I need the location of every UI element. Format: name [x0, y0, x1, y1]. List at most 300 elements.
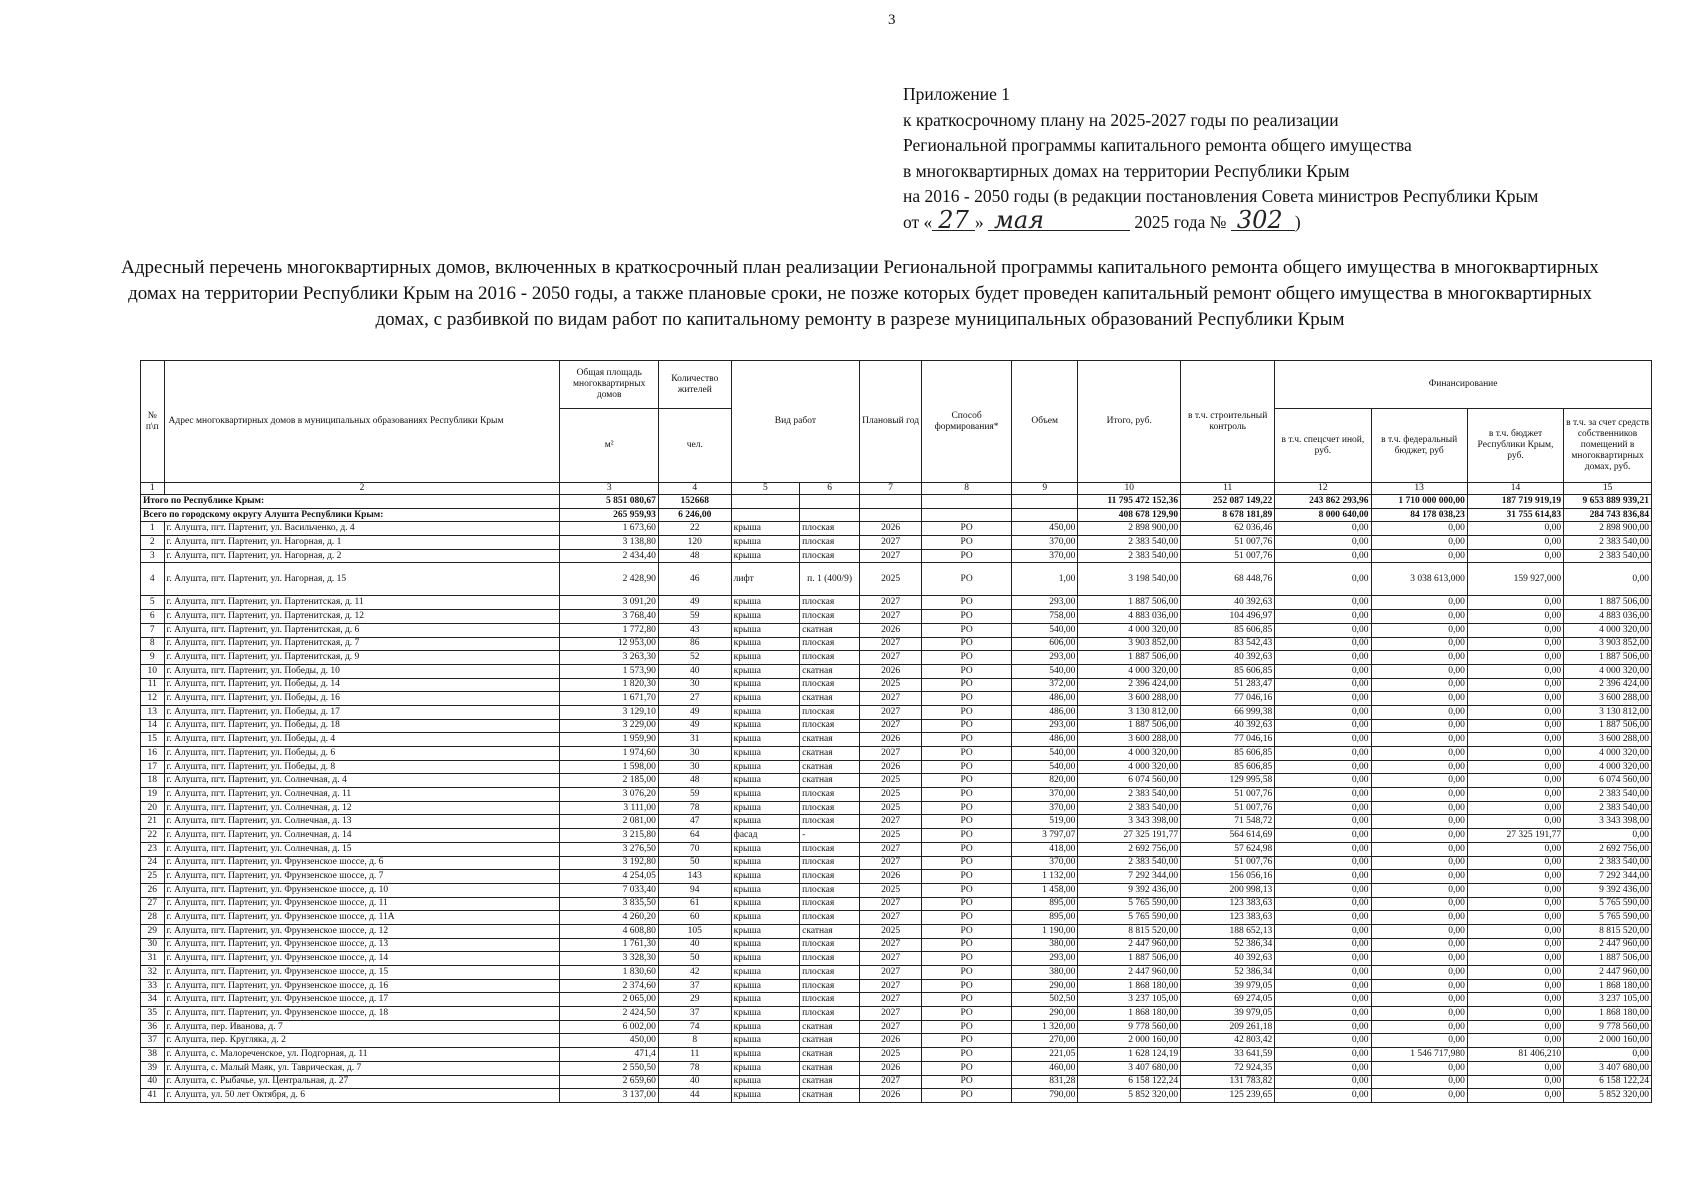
row-federal: 0,00 — [1371, 1075, 1467, 1089]
row-special: 0,00 — [1275, 549, 1371, 563]
row-control: 200 998,13 — [1181, 883, 1275, 897]
row-special: 0,00 — [1275, 966, 1371, 980]
row-control: 72 924,35 — [1181, 1061, 1275, 1075]
row-total: 1 887 506,00 — [1078, 719, 1181, 733]
handwritten-month: мая — [988, 210, 1130, 231]
row-residents: 59 — [658, 788, 731, 802]
row-work-type: крыша — [731, 1007, 799, 1021]
row-total: 2 396 424,00 — [1078, 678, 1181, 692]
row-owners: 2 447 960,00 — [1564, 938, 1652, 952]
table-row — [141, 596, 1652, 610]
row-regional: 0,00 — [1467, 747, 1563, 761]
row-volume: 370,00 — [1012, 788, 1078, 802]
row-special: 0,00 — [1275, 774, 1371, 788]
row-year: 2027 — [860, 536, 922, 550]
row-method: РО — [922, 692, 1012, 706]
row-total: 2 447 960,00 — [1078, 966, 1181, 980]
row-number: 8 — [141, 637, 165, 651]
row-work-type: крыша — [731, 788, 799, 802]
row-owners: 1 868 180,00 — [1564, 979, 1652, 993]
total-owners: 284 743 836,84 — [1564, 508, 1652, 522]
row-control: 85 606,85 — [1181, 664, 1275, 678]
row-volume: 1 190,00 — [1012, 924, 1078, 938]
row-area: 2 424,50 — [560, 1007, 658, 1021]
row-address: г. Алушта, пгт. Партенит, ул. Фрунзенское шоссе, д. 15 — [164, 966, 560, 980]
row-volume: 486,00 — [1012, 692, 1078, 706]
row-work-type: крыша — [731, 536, 799, 550]
row-work-type: крыша — [731, 1020, 799, 1034]
row-area: 2 185,00 — [560, 774, 658, 788]
row-number: 28 — [141, 911, 165, 925]
row-method: РО — [922, 651, 1012, 665]
row-year: 2027 — [860, 1007, 922, 1021]
row-control: 129 995,58 — [1181, 774, 1275, 788]
row-method: РО — [922, 911, 1012, 925]
row-work-subtype: скатная — [800, 623, 860, 637]
row-address: г. Алушта, с. Малореченское, ул. Подгорная, д. 11 — [164, 1048, 560, 1062]
row-owners: 0,00 — [1564, 1048, 1652, 1062]
row-special: 0,00 — [1275, 801, 1371, 815]
row-total: 3 600 288,00 — [1078, 692, 1181, 706]
row-total: 3 130 812,00 — [1078, 705, 1181, 719]
row-special: 0,00 — [1275, 719, 1371, 733]
row-work-type: крыша — [731, 719, 799, 733]
table-row — [141, 938, 1652, 952]
row-number: 3 — [141, 549, 165, 563]
row-number: 22 — [141, 829, 165, 843]
row-method: РО — [922, 966, 1012, 980]
row-number: 5 — [141, 596, 165, 610]
table-row — [141, 1020, 1652, 1034]
row-work-type: крыша — [731, 1089, 799, 1103]
header-residents-unit: чел. — [658, 409, 731, 483]
row-federal: 0,00 — [1371, 829, 1467, 843]
row-area: 1 820,30 — [560, 678, 658, 692]
row-owners: 2 383 540,00 — [1564, 801, 1652, 815]
row-work-subtype: п. 1 (400/9) — [800, 563, 860, 596]
row-federal: 0,00 — [1371, 522, 1467, 536]
row-control: 40 392,63 — [1181, 952, 1275, 966]
row-control: 77 046,16 — [1181, 692, 1275, 706]
row-number: 32 — [141, 966, 165, 980]
header-address: Адрес многоквартирных домов в муниципальных образованиях Республики Крым — [164, 361, 560, 483]
row-method: РО — [922, 842, 1012, 856]
row-residents: 50 — [658, 856, 731, 870]
row-volume: 418,00 — [1012, 842, 1078, 856]
row-owners: 2 383 540,00 — [1564, 856, 1652, 870]
row-method: РО — [922, 522, 1012, 536]
row-owners: 5 765 590,00 — [1564, 911, 1652, 925]
total-area: 5 851 080,67 — [560, 495, 658, 509]
row-work-type: крыша — [731, 705, 799, 719]
row-federal: 0,00 — [1371, 536, 1467, 550]
row-area: 471,4 — [560, 1048, 658, 1062]
row-year: 2027 — [860, 856, 922, 870]
row-regional: 0,00 — [1467, 883, 1563, 897]
row-residents: 49 — [658, 596, 731, 610]
row-work-subtype: скатная — [800, 1048, 860, 1062]
row-federal: 0,00 — [1371, 870, 1467, 884]
appendix-date-line — [903, 205, 1538, 236]
row-total: 3 407 680,00 — [1078, 1061, 1181, 1075]
column-number: 6 — [800, 483, 860, 495]
row-number: 36 — [141, 1020, 165, 1034]
row-control: 156 056,16 — [1181, 870, 1275, 884]
row-federal: 0,00 — [1371, 993, 1467, 1007]
row-year: 2027 — [860, 637, 922, 651]
row-method: РО — [922, 829, 1012, 843]
row-control: 104 496,97 — [1181, 610, 1275, 624]
row-volume: 486,00 — [1012, 733, 1078, 747]
row-owners: 4 883 036,00 — [1564, 610, 1652, 624]
row-regional: 0,00 — [1467, 1075, 1563, 1089]
row-special: 0,00 — [1275, 678, 1371, 692]
row-method: РО — [922, 993, 1012, 1007]
row-total: 2 383 540,00 — [1078, 788, 1181, 802]
table-row — [141, 979, 1652, 993]
row-special: 0,00 — [1275, 651, 1371, 665]
row-owners: 2 383 540,00 — [1564, 549, 1652, 563]
row-regional: 0,00 — [1467, 801, 1563, 815]
row-control: 51 007,76 — [1181, 856, 1275, 870]
row-method: РО — [922, 870, 1012, 884]
row-special: 0,00 — [1275, 870, 1371, 884]
row-regional: 81 406,210 — [1467, 1048, 1563, 1062]
row-method: РО — [922, 733, 1012, 747]
row-year: 2027 — [860, 1020, 922, 1034]
table-row — [141, 897, 1652, 911]
row-year: 2025 — [860, 678, 922, 692]
row-residents: 27 — [658, 692, 731, 706]
row-residents: 105 — [658, 924, 731, 938]
row-total: 5 852 320,00 — [1078, 1089, 1181, 1103]
row-work-type: крыша — [731, 747, 799, 761]
row-work-subtype: плоская — [800, 596, 860, 610]
row-year: 2026 — [860, 1089, 922, 1103]
total-control: 252 087 149,22 — [1181, 495, 1275, 509]
row-method: РО — [922, 801, 1012, 815]
row-total: 2 000 160,00 — [1078, 1034, 1181, 1048]
row-address: г. Алушта, пгт. Партенит, ул. Победы, д. 18 — [164, 719, 560, 733]
table-row — [141, 952, 1652, 966]
row-area: 2 374,60 — [560, 979, 658, 993]
row-number: 11 — [141, 678, 165, 692]
row-owners: 9 392 436,00 — [1564, 883, 1652, 897]
row-area: 3 111,00 — [560, 801, 658, 815]
row-special: 0,00 — [1275, 705, 1371, 719]
row-year: 2027 — [860, 952, 922, 966]
row-work-type: крыша — [731, 815, 799, 829]
table-row — [141, 692, 1652, 706]
row-number: 25 — [141, 870, 165, 884]
column-number: 7 — [860, 483, 922, 495]
row-residents: 120 — [658, 536, 731, 550]
row-area: 7 033,40 — [560, 883, 658, 897]
table-row — [141, 563, 1652, 596]
row-owners: 1 868 180,00 — [1564, 1007, 1652, 1021]
row-total: 3 237 105,00 — [1078, 993, 1181, 1007]
row-residents: 42 — [658, 966, 731, 980]
row-work-subtype: скатная — [800, 747, 860, 761]
row-owners: 2 447 960,00 — [1564, 966, 1652, 980]
header-area-unit: м² — [560, 409, 658, 483]
column-number: 3 — [560, 483, 658, 495]
total-label: Всего по городскому округу Алушта Республики Крым: — [141, 508, 560, 522]
row-total: 1 887 506,00 — [1078, 651, 1181, 665]
row-residents: 30 — [658, 678, 731, 692]
row-work-subtype: плоская — [800, 536, 860, 550]
row-work-type: крыша — [731, 692, 799, 706]
row-total: 2 383 540,00 — [1078, 536, 1181, 550]
row-residents: 48 — [658, 774, 731, 788]
row-regional: 0,00 — [1467, 651, 1563, 665]
row-total: 1 868 180,00 — [1078, 979, 1181, 993]
column-number: 1 — [141, 483, 165, 495]
row-number: 29 — [141, 924, 165, 938]
row-method: РО — [922, 938, 1012, 952]
row-year: 2027 — [860, 966, 922, 980]
row-special: 0,00 — [1275, 637, 1371, 651]
row-address: г. Алушта, пгт. Партенит, ул. Фрунзенское шоссе, д. 6 — [164, 856, 560, 870]
row-owners: 6 158 122,24 — [1564, 1075, 1652, 1089]
row-residents: 70 — [658, 842, 731, 856]
row-volume: 380,00 — [1012, 966, 1078, 980]
row-owners: 1 887 506,00 — [1564, 952, 1652, 966]
row-work-type: крыша — [731, 610, 799, 624]
row-control: 57 624,98 — [1181, 842, 1275, 856]
row-area: 3 129,10 — [560, 705, 658, 719]
row-number: 26 — [141, 883, 165, 897]
row-owners: 6 074 560,00 — [1564, 774, 1652, 788]
row-federal: 1 546 717,980 — [1371, 1048, 1467, 1062]
row-work-type: крыша — [731, 924, 799, 938]
row-method: РО — [922, 815, 1012, 829]
row-control: 123 383,63 — [1181, 897, 1275, 911]
row-area: 2 065,00 — [560, 993, 658, 1007]
header-num: № п\п — [141, 361, 165, 483]
row-special: 0,00 — [1275, 979, 1371, 993]
column-number-row — [141, 483, 1652, 495]
row-area: 2 081,00 — [560, 815, 658, 829]
row-work-subtype: - — [800, 829, 860, 843]
row-volume: 540,00 — [1012, 664, 1078, 678]
row-year: 2027 — [860, 897, 922, 911]
row-area: 1 598,00 — [560, 760, 658, 774]
total-control: 8 678 181,89 — [1181, 508, 1275, 522]
row-number: 17 — [141, 760, 165, 774]
row-total: 2 692 756,00 — [1078, 842, 1181, 856]
appendix-line: к краткосрочному плану на 2025-2027 годы по реализации — [903, 109, 1339, 130]
column-number: 10 — [1078, 483, 1181, 495]
row-area: 3 215,80 — [560, 829, 658, 843]
row-volume: 450,00 — [1012, 522, 1078, 536]
row-work-type: фасад — [731, 829, 799, 843]
row-volume: 519,00 — [1012, 815, 1078, 829]
row-address: г. Алушта, пгт. Партенит, ул. Партенитская, д. 6 — [164, 623, 560, 637]
row-regional: 0,00 — [1467, 719, 1563, 733]
row-control: 68 448,76 — [1181, 563, 1275, 596]
header-residents: Количество жителей — [658, 361, 731, 409]
row-federal: 0,00 — [1371, 856, 1467, 870]
row-address: г. Алушта, пгт. Партенит, ул. Победы, д. 4 — [164, 733, 560, 747]
row-area: 1 974,60 — [560, 747, 658, 761]
appendix-line: в многоквартирных домах на территории Республики Крым — [903, 160, 1350, 181]
row-number: 13 — [141, 705, 165, 719]
total-label: Итого по Республике Крым: — [141, 495, 560, 509]
row-federal: 0,00 — [1371, 549, 1467, 563]
row-residents: 29 — [658, 993, 731, 1007]
table-row — [141, 637, 1652, 651]
row-total: 7 292 344,00 — [1078, 870, 1181, 884]
row-owners: 2 383 540,00 — [1564, 788, 1652, 802]
row-work-subtype: скатная — [800, 1034, 860, 1048]
row-address: г. Алушта, пгт. Партенит, ул. Васильченко, д. 4 — [164, 522, 560, 536]
row-special: 0,00 — [1275, 897, 1371, 911]
row-work-subtype: плоская — [800, 549, 860, 563]
row-special: 0,00 — [1275, 1020, 1371, 1034]
row-residents: 78 — [658, 1061, 731, 1075]
row-residents: 31 — [658, 733, 731, 747]
row-method: РО — [922, 596, 1012, 610]
row-federal: 0,00 — [1371, 788, 1467, 802]
row-volume: 1 132,00 — [1012, 870, 1078, 884]
row-federal: 0,00 — [1371, 1007, 1467, 1021]
row-number: 14 — [141, 719, 165, 733]
row-federal: 0,00 — [1371, 1020, 1467, 1034]
row-volume: 540,00 — [1012, 747, 1078, 761]
row-address: г. Алушта, ул. 50 лет Октября, д. 6 — [164, 1089, 560, 1103]
row-special: 0,00 — [1275, 883, 1371, 897]
row-work-subtype: плоская — [800, 993, 860, 1007]
row-total: 3 343 398,00 — [1078, 815, 1181, 829]
row-residents: 30 — [658, 760, 731, 774]
header-area: Общая площадь многоквартирных домов — [560, 361, 658, 409]
total-area: 265 959,93 — [560, 508, 658, 522]
row-address: г. Алушта, пгт. Партенит, ул. Победы, д. 8 — [164, 760, 560, 774]
row-federal: 0,00 — [1371, 760, 1467, 774]
row-number: 30 — [141, 938, 165, 952]
row-area: 3 137,00 — [560, 1089, 658, 1103]
row-owners: 4 000 320,00 — [1564, 623, 1652, 637]
row-number: 33 — [141, 979, 165, 993]
row-residents: 50 — [658, 952, 731, 966]
row-regional: 0,00 — [1467, 842, 1563, 856]
row-method: РО — [922, 563, 1012, 596]
row-area: 3 192,80 — [560, 856, 658, 870]
row-residents: 40 — [658, 1075, 731, 1089]
row-address: г. Алушта, пгт. Партенит, ул. Фрунзенское шоссе, д. 11 — [164, 897, 560, 911]
row-regional: 0,00 — [1467, 522, 1563, 536]
row-special: 0,00 — [1275, 1007, 1371, 1021]
row-federal: 0,00 — [1371, 938, 1467, 952]
appendix-header — [903, 82, 1538, 235]
row-year: 2026 — [860, 623, 922, 637]
row-total: 4 000 320,00 — [1078, 664, 1181, 678]
row-total: 6 074 560,00 — [1078, 774, 1181, 788]
row-volume: 895,00 — [1012, 911, 1078, 925]
row-area: 4 608,80 — [560, 924, 658, 938]
row-volume: 540,00 — [1012, 623, 1078, 637]
row-owners: 4 000 320,00 — [1564, 760, 1652, 774]
table-row — [141, 733, 1652, 747]
row-number: 39 — [141, 1061, 165, 1075]
row-federal: 0,00 — [1371, 733, 1467, 747]
row-work-subtype: скатная — [800, 760, 860, 774]
row-work-subtype: скатная — [800, 1061, 860, 1075]
row-total: 2 383 540,00 — [1078, 856, 1181, 870]
row-address: г. Алушта, пгт. Партенит, ул. Фрунзенское шоссе, д. 18 — [164, 1007, 560, 1021]
row-address: г. Алушта, пер. Иванова, д. 7 — [164, 1020, 560, 1034]
row-work-type: крыша — [731, 979, 799, 993]
row-control: 51 007,76 — [1181, 801, 1275, 815]
row-volume: 1 458,00 — [1012, 883, 1078, 897]
row-year: 2027 — [860, 549, 922, 563]
column-number: 4 — [658, 483, 731, 495]
row-regional: 0,00 — [1467, 623, 1563, 637]
row-owners: 2 396 424,00 — [1564, 678, 1652, 692]
row-work-subtype: плоская — [800, 911, 860, 925]
row-number: 15 — [141, 733, 165, 747]
row-owners: 4 000 320,00 — [1564, 664, 1652, 678]
total-sum: 11 795 472 152,36 — [1078, 495, 1181, 509]
row-residents: 78 — [658, 801, 731, 815]
row-control: 85 606,85 — [1181, 747, 1275, 761]
row-work-type: крыша — [731, 966, 799, 980]
row-total: 1 628 124,19 — [1078, 1048, 1181, 1062]
row-federal: 0,00 — [1371, 897, 1467, 911]
row-owners: 2 898 900,00 — [1564, 522, 1652, 536]
row-special: 0,00 — [1275, 1048, 1371, 1062]
table-row — [141, 536, 1652, 550]
row-special: 0,00 — [1275, 610, 1371, 624]
row-year: 2027 — [860, 911, 922, 925]
row-volume: 758,00 — [1012, 610, 1078, 624]
row-method: РО — [922, 1034, 1012, 1048]
row-total: 3 903 852,00 — [1078, 637, 1181, 651]
row-federal: 0,00 — [1371, 623, 1467, 637]
row-federal: 0,00 — [1371, 1089, 1467, 1103]
row-federal: 0,00 — [1371, 705, 1467, 719]
header-method: Способ формирования* — [922, 361, 1012, 483]
row-volume: 3 797,07 — [1012, 829, 1078, 843]
row-year: 2027 — [860, 705, 922, 719]
table-row — [141, 856, 1652, 870]
row-area: 12 953,00 — [560, 637, 658, 651]
total-regional: 187 719 919,19 — [1467, 495, 1563, 509]
row-control: 40 392,63 — [1181, 596, 1275, 610]
row-owners: 2 692 756,00 — [1564, 842, 1652, 856]
total-crimea-row — [141, 495, 1652, 509]
row-total: 2 447 960,00 — [1078, 938, 1181, 952]
row-regional: 0,00 — [1467, 993, 1563, 1007]
row-regional: 0,00 — [1467, 788, 1563, 802]
row-owners: 2 000 160,00 — [1564, 1034, 1652, 1048]
row-work-subtype: плоская — [800, 952, 860, 966]
row-work-subtype: плоская — [800, 966, 860, 980]
appendix-line: Региональной программы капитального ремонта общего имущества — [903, 135, 1412, 155]
table-row — [141, 870, 1652, 884]
table-row — [141, 549, 1652, 563]
row-owners: 3 600 288,00 — [1564, 692, 1652, 706]
row-owners: 8 815 520,00 — [1564, 924, 1652, 938]
row-work-subtype: плоская — [800, 610, 860, 624]
row-federal: 0,00 — [1371, 651, 1467, 665]
table-header — [141, 361, 1652, 495]
row-area: 6 002,00 — [560, 1020, 658, 1034]
row-year: 2027 — [860, 651, 922, 665]
row-work-type: крыша — [731, 842, 799, 856]
table-row — [141, 1048, 1652, 1062]
